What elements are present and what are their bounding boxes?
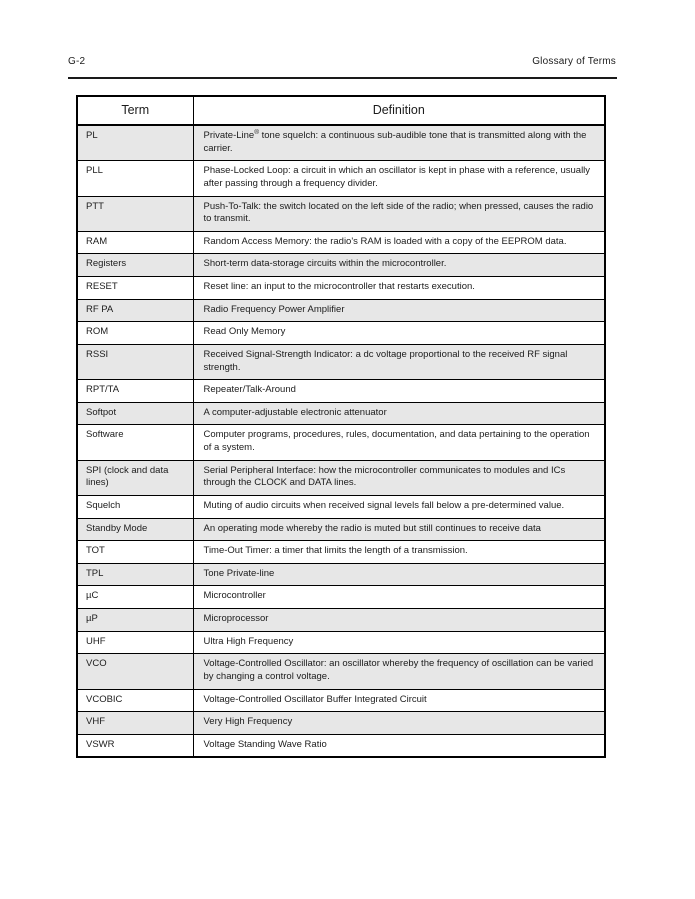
definition-cell: Voltage Standing Wave Ratio [193,734,605,757]
table-row [77,299,605,322]
table-row [77,495,605,518]
term-cell: RAM [77,231,193,254]
term-cell: µC [77,586,193,609]
term-cell: µP [77,609,193,632]
table-row [77,518,605,541]
definition-cell: Serial Peripheral Interface: how the microcontroller communicates to modules and ICs through the CLOCK and DATA lines. [193,460,605,495]
header-rule [68,77,617,79]
table-row [77,563,605,586]
definition-cell: Muting of audio circuits when received signal levels fall below a pre-determined value. [193,495,605,518]
term-cell: UHF [77,631,193,654]
term-cell: VCOBIC [77,689,193,712]
term-cell: Standby Mode [77,518,193,541]
glossary-table-body [77,125,605,757]
table-row [77,161,605,196]
term-cell: RSSI [77,344,193,379]
table-header-row [77,96,605,125]
glossary-table [76,95,606,758]
definition-cell: Reset line: an input to the microcontroller that restarts execution. [193,277,605,300]
table-row [77,631,605,654]
term-cell: VHF [77,712,193,735]
definition-cell: An operating mode whereby the radio is muted but still continues to receive data [193,518,605,541]
term-cell: TPL [77,563,193,586]
definition-cell: Tone Private-line [193,563,605,586]
table-row [77,231,605,254]
definition-cell: Repeater/Talk-Around [193,380,605,403]
definition-cell: Radio Frequency Power Amplifier [193,299,605,322]
definition-cell: Ultra High Frequency [193,631,605,654]
table-row [77,277,605,300]
table-row [77,380,605,403]
term-cell: PLL [77,161,193,196]
column-header-term: Term [77,96,193,125]
term-cell: Softpot [77,402,193,425]
table-row [77,402,605,425]
table-row [77,460,605,495]
table-row [77,712,605,735]
definition-cell: Read Only Memory [193,322,605,345]
definition-cell: Voltage-Controlled Oscillator: an oscillator whereby the frequency of oscillation can be varied by changing a control voltage. [193,654,605,689]
definition-cell: Very High Frequency [193,712,605,735]
table-row [77,125,605,161]
definition-cell: Voltage-Controlled Oscillator Buffer Integrated Circuit [193,689,605,712]
column-header-definition: Definition [193,96,605,125]
definition-cell: Random Access Memory: the radio's RAM is loaded with a copy of the EEPROM data. [193,231,605,254]
term-cell: SPI (clock and data lines) [77,460,193,495]
term-cell: TOT [77,541,193,564]
definition-cell: Computer programs, procedures, rules, documentation, and data pertaining to the operation of a system. [193,425,605,460]
term-cell: VCO [77,654,193,689]
definition-cell: Phase-Locked Loop: a circuit in which an oscillator is kept in phase with a reference, usually after passing through a frequency divider. [193,161,605,196]
table-row [77,254,605,277]
term-cell: RPT/TA [77,380,193,403]
term-cell: PTT [77,196,193,231]
term-cell: Software [77,425,193,460]
term-cell: RF PA [77,299,193,322]
table-row [77,689,605,712]
definition-cell: A computer-adjustable electronic attenuator [193,402,605,425]
term-cell: ROM [77,322,193,345]
table-row [77,541,605,564]
page-header-title: Glossary of Terms [532,56,616,67]
table-row [77,344,605,379]
term-cell: VSWR [77,734,193,757]
term-cell: Squelch [77,495,193,518]
term-cell: Registers [77,254,193,277]
page-number: G-2 [68,56,86,67]
definition-cell: Short-term data-storage circuits within the microcontroller. [193,254,605,277]
definition-cell: Time-Out Timer: a timer that limits the length of a transmission. [193,541,605,564]
definition-cell: Microprocessor [193,609,605,632]
table-row [77,586,605,609]
definition-cell: Push-To-Talk: the switch located on the left side of the radio; when pressed, causes the radio to transmit. [193,196,605,231]
page-header [68,56,616,67]
definition-cell: Microcontroller [193,586,605,609]
definition-cell: Received Signal-Strength Indicator: a dc voltage proportional to the received RF signal strength. [193,344,605,379]
definition-cell: Private-Line® tone squelch: a continuous sub-audible tone that is transmitted along with the carrier. [193,125,605,161]
table-row [77,322,605,345]
term-cell: PL [77,125,193,161]
term-cell: RESET [77,277,193,300]
table-row [77,654,605,689]
registered-trademark-symbol: ® [254,128,259,136]
table-row [77,425,605,460]
table-row [77,609,605,632]
table-row [77,734,605,757]
table-row [77,196,605,231]
